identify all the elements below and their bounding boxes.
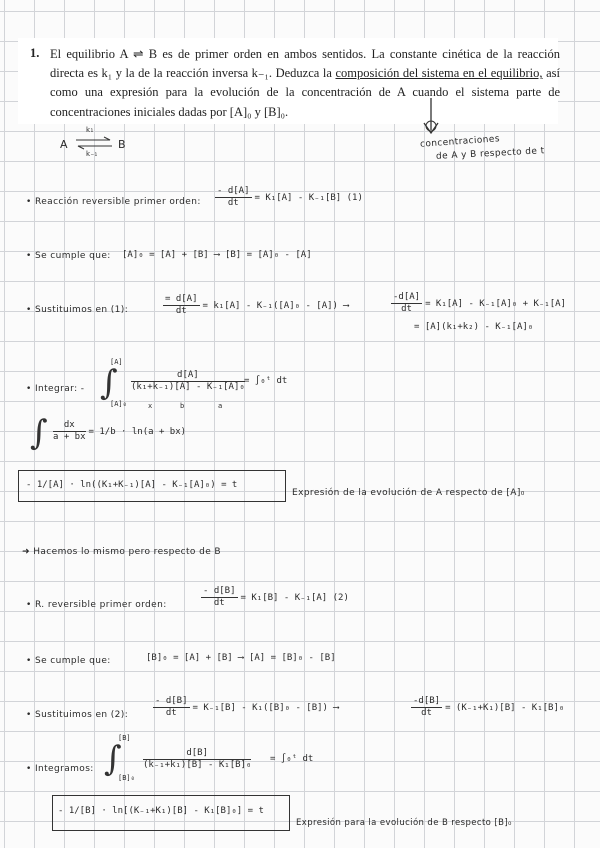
b3-mid: = K₋₁[B] - K₁([B]₀ - [B]) ⟶ [192, 703, 339, 713]
annotation-arrow-icon [418, 96, 448, 142]
result-A-equation: - 1/[A] · ln((K₁+K₋₁)[A] - K₋₁[A]₀) = t [26, 480, 238, 490]
reaction-A: A [60, 138, 68, 151]
b3-lhs-num: - d[B] [155, 696, 188, 706]
b-step-mass-balance-equation: [B]₀ = [A] + [B] ⟶ [A] = [B]₀ - [B] [146, 653, 336, 663]
b-int-rhs: = ∫₀ᵗ dt [270, 754, 314, 764]
s1-rhs: = K₁[A] - K₋₁[B] (1) [254, 193, 363, 203]
b-int-lower-limit: [B]₀ [118, 774, 135, 782]
b1-lhs-num: - d[B] [203, 586, 236, 596]
reaction-B: B [118, 138, 126, 151]
step-mass-balance-label: • Se cumple que: [26, 251, 111, 261]
b3-rhs-den: dt [421, 708, 432, 718]
step-mass-balance-equation: [A]₀ = [A] + [B] ⟶ [B] = [A]₀ - [A] [122, 250, 312, 260]
problem-statement [18, 38, 561, 124]
result-B-caption: Expresión para la evolución de B respecto [B]₀ [296, 818, 512, 828]
b4-den: (k₋₁+k₁)[B] - K₁[B]₀ [143, 760, 252, 770]
b1-lhs-den: dt [213, 598, 225, 608]
integral-sign-icon: ∫ [100, 363, 118, 403]
int-integrand [128, 370, 248, 393]
formula-integral-sign-icon: ∫ [30, 413, 48, 453]
s3-lhs-den: dt [175, 306, 187, 316]
s3-mid: = k₁[A] - K₋₁([A]₀ - [A]) ⟶ [202, 301, 349, 311]
int-under-a: a [218, 402, 223, 410]
heading-B: ➜ Hacemos lo mismo pero respecto de B [22, 547, 221, 557]
problem-text-underlined: composición del sistema en el equilibrio, [335, 66, 543, 81]
s3-rhs-num: -d[A] [393, 292, 421, 302]
formula-num: dx [53, 420, 86, 432]
reaction-km1: k₋₁ [86, 150, 98, 158]
problem-number: 1. [30, 46, 40, 60]
b3-rhs-eq: = (K₋₁+K₁)[B] - K₁[B]₀ [445, 703, 565, 713]
equilibrium-arrows-icon [74, 136, 114, 150]
b-integral-sign-icon: ∫ [104, 739, 122, 779]
step-reversible-label: • Reacción reversible primer orden: [26, 197, 201, 207]
b-step-integrate-label: • Integramos: [26, 764, 94, 774]
b-int-upper-limit: [B] [118, 734, 131, 742]
int-den: (k₁+k₋₁)[A] - K₋₁[A]₀ [131, 382, 245, 392]
formula-den: a + bx [53, 432, 86, 442]
b-step-reversible-label: • R. reversible primer orden: [26, 600, 167, 610]
s3-rhs-eq: = K₁[A] - K₋₁[A]₀ + K₋₁[A] [425, 299, 566, 309]
problem-text-part2: así como una expresión para la evolución de la concentración de A cuando el sistema parte de concentraciones iniciales dadas por [A]₀ y [B]₀. [50, 66, 561, 119]
b1-rhs: = K₁[B] - K₋₁[A] (2) [240, 593, 349, 603]
int-rhs: = ∫₀ᵗ dt [244, 376, 288, 386]
b3-lhs-den: dt [165, 708, 177, 718]
formula-rhs: = 1/b · ln(a + bx) [88, 427, 187, 437]
s3-rhs-den: dt [401, 304, 412, 314]
step-substitute-line2: = [A](k₁+k₂) - K₋₁[A]₀ [414, 322, 534, 332]
b-step-substitute-equation [150, 696, 339, 719]
int-under-x: x [148, 402, 153, 410]
b-step-substitute-rhs [408, 696, 564, 719]
s1-lhs-den: dt [227, 198, 239, 208]
s1-lhs-num: - d[A] [217, 186, 250, 196]
problem-text-part1: El equilibrio A ⇌ B es de primer orden en ambos sentidos. La constante cinética de la reacción directa es k₁ y la de la reacción inversa k₋₁. Deduzca la [50, 47, 560, 81]
b-step-reversible-equation [198, 586, 349, 609]
int-under-b: b [180, 402, 185, 410]
annotation-line1: concentraciones [419, 134, 501, 150]
reaction-k1: k₁ [86, 126, 94, 134]
b4-num: d[B] [143, 748, 251, 760]
formula [50, 420, 186, 443]
annotation-line2: de A y B respecto de t [435, 146, 545, 162]
step-reversible-equation [212, 186, 363, 209]
s3-lhs-num: = d[A] [165, 294, 198, 304]
b-int-integrand [140, 748, 254, 771]
b-step-mass-balance-label: • Se cumple que: [26, 656, 111, 666]
int-num: d[A] [131, 370, 245, 382]
b3-rhs-num: -d[B] [413, 696, 441, 706]
result-B-equation: - 1/[B] · ln[(K₋₁+K₁)[B] - K₁[B]₀] = t [58, 806, 264, 816]
step-integrate-label: • Integrar: - [26, 384, 85, 394]
result-A-caption: Expresión de la evolución de A respecto de [A]₀ [292, 488, 525, 498]
step-substitute-label: • Sustituimos en (1): [26, 305, 129, 315]
step-substitute-equation [160, 294, 349, 317]
int-upper-limit: [A] [110, 358, 123, 366]
b-step-substitute-label: • Sustituimos en (2): [26, 710, 129, 720]
int-lower-limit: [A]₀ [110, 400, 127, 408]
problem-text [50, 45, 560, 122]
step-substitute-rhs [388, 292, 566, 315]
